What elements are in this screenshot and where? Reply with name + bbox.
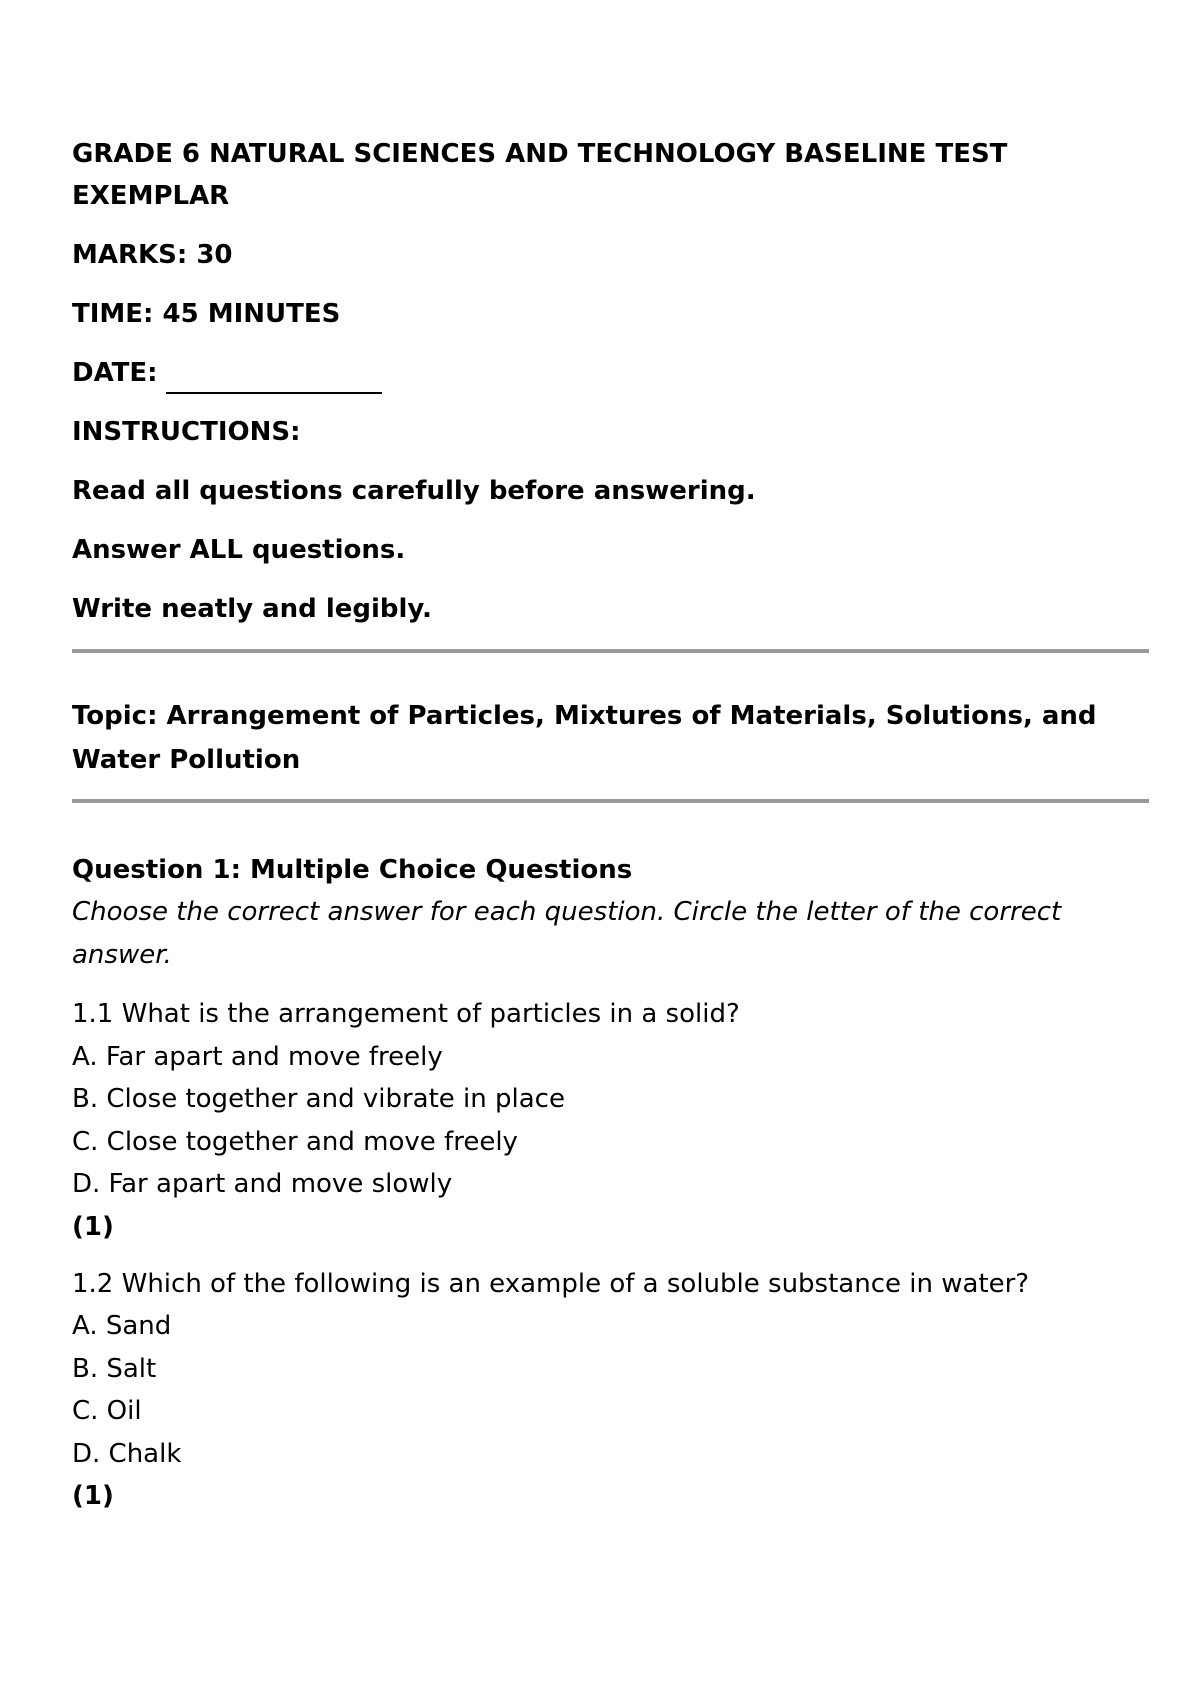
answer-option-d[interactable]: D. Chalk <box>72 1438 182 1469</box>
answer-option-c[interactable]: C. Oil <box>72 1396 142 1426</box>
question-text: 1.2 Which of the following is an example of a soluble substance in water? <box>72 1268 1030 1299</box>
question-mark: (1) <box>72 1481 114 1511</box>
instruction-item: Write neatly and legibly. <box>72 594 432 624</box>
answer-option-d[interactable]: D. Far apart and move slowly <box>72 1169 453 1199</box>
question-text: 1.1 What is the arrangement of particles in a solid? <box>72 999 740 1029</box>
question-1-instruction-line2: answer. <box>72 940 172 970</box>
answer-option-b[interactable]: B. Close together and vibrate in place <box>72 1084 565 1114</box>
question-1-instruction-line1: Choose the correct answer for each question. Circle the letter of the correct <box>72 897 1062 927</box>
answer-option-a[interactable]: A. Sand <box>72 1311 172 1341</box>
instructions-heading: INSTRUCTIONS: <box>72 417 301 447</box>
topic-line2: Water Pollution <box>72 745 301 775</box>
time-label: TIME: 45 MINUTES <box>72 299 341 329</box>
question-1-title: Question 1: Multiple Choice Questions <box>72 855 633 885</box>
test-title-line1: GRADE 6 NATURAL SCIENCES AND TECHNOLOGY BASELINE TEST <box>72 139 1008 169</box>
topic-line1: Topic: Arrangement of Particles, Mixtures of Materials, Solutions, and <box>72 701 1097 731</box>
section-divider <box>72 799 1149 803</box>
answer-option-c[interactable]: C. Close together and move freely <box>72 1126 518 1157</box>
page-content <box>72 133 1152 1517</box>
date-blank-line[interactable] <box>166 362 382 394</box>
date-row <box>72 352 1152 394</box>
question-mark: (1) <box>72 1211 114 1242</box>
marks-label: MARKS: 30 <box>72 240 233 270</box>
instruction-item: Answer ALL questions. <box>72 535 406 565</box>
test-title-line2: EXEMPLAR <box>72 181 230 211</box>
date-label: DATE: <box>72 358 158 388</box>
answer-option-b[interactable]: B. Salt <box>72 1353 157 1384</box>
section-divider <box>72 649 1149 653</box>
answer-option-a[interactable]: A. Far apart and move freely <box>72 1041 443 1072</box>
question-item-1-1 <box>72 993 1152 1248</box>
instruction-item: Read all questions carefully before answering. <box>72 476 756 506</box>
question-item-1-2 <box>72 1263 1152 1518</box>
